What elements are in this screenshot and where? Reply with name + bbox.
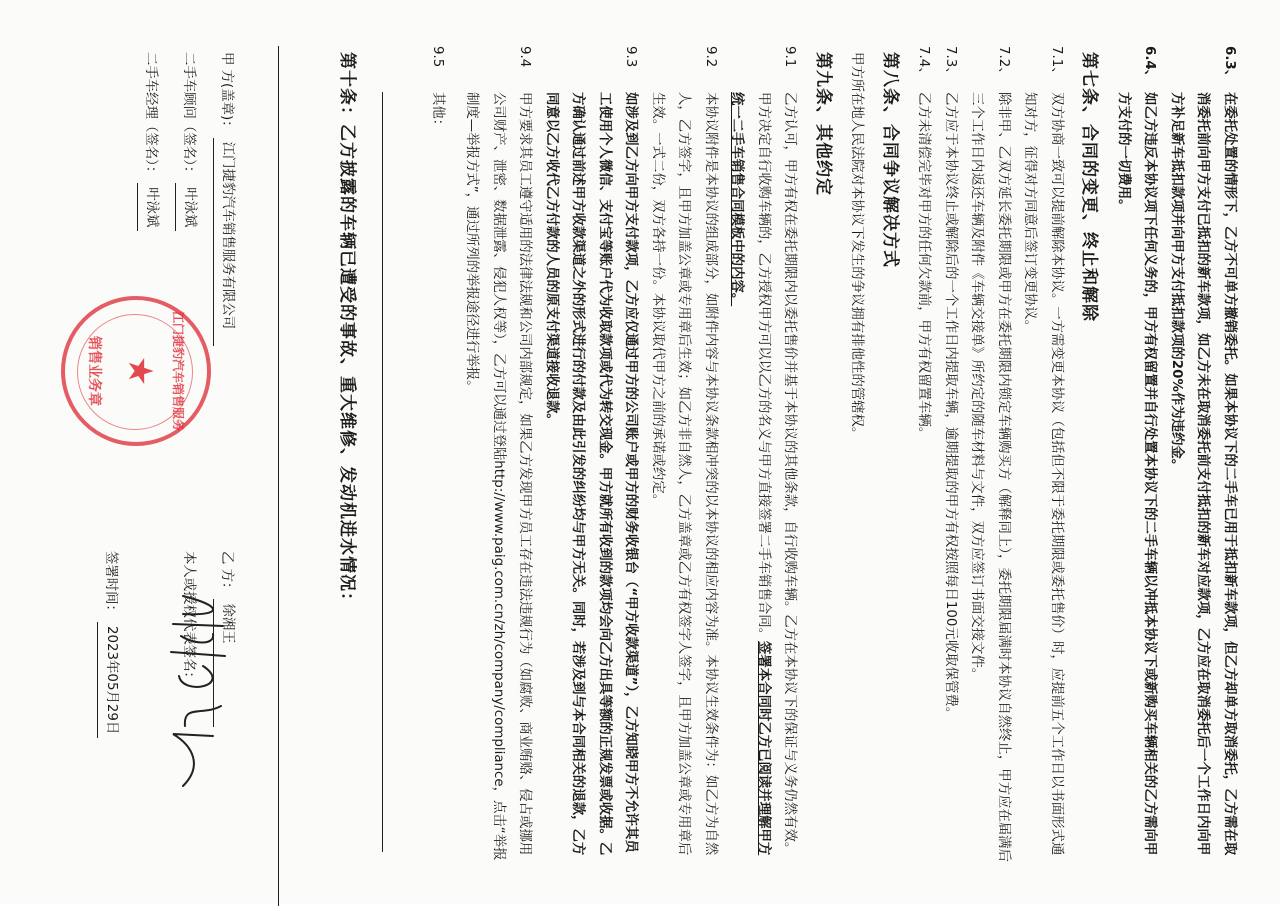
clause-number: 7.2、 bbox=[996, 46, 1011, 81]
clause-text: 如乙方违反本协议项下任何义务的，甲方有权留置并自行处置本协议下的二手车辆以冲抵本协议下或新购买车辆相关的乙方需向甲方支付的一切费用。 bbox=[1116, 92, 1158, 856]
party-a-label: 甲 方(盖章)： bbox=[219, 52, 235, 134]
clause-number: 9.1 bbox=[782, 46, 798, 68]
clause-6-3 bbox=[1163, 46, 1243, 864]
clause-text: 乙方未清偿完毕对甲方的任何欠款前，甲方有权留置车辆。 bbox=[916, 92, 932, 441]
signing-date: 2023年05月29日 bbox=[97, 622, 125, 738]
consultant-signature: 叶泳斌 bbox=[175, 183, 203, 231]
party-a-name: 江门捷豹汽车销售服务有限公司 bbox=[213, 138, 241, 346]
seal-top-text: 江门捷豹汽车销售服务 bbox=[171, 310, 185, 431]
clause-number: 7.1、 bbox=[1049, 46, 1064, 81]
clause-9-1 bbox=[723, 46, 803, 864]
clause-text: 本协议附件是本协议的组成部分，如附件内容与本协议条款相冲突的以本协议的相应内容为准。本协议生效条件为：如乙方为自然人，乙方签字，且甲方加盖公章或专用章后生效；如乙方非自然人，乙方盖章或乙方有权签字人签字，且甲方加盖公章或专用章后生效。一式二份，双方各持一份。本协议取代甲方之前的承诺或约定。 bbox=[650, 92, 718, 856]
clause-9-5 bbox=[424, 46, 451, 864]
handwritten-signature bbox=[153, 586, 243, 816]
manager-signature: 叶泳斌 bbox=[137, 183, 165, 231]
clause-text-emphasis: 签署本合同时乙方已阅读并理解甲方统一二手车销售合同模板中的内容。 bbox=[729, 92, 771, 856]
signature-area bbox=[0, 46, 251, 864]
section-heading-10: 第十条：乙方披露的车辆已遭受的事故、重大维修、发动机进水情况： bbox=[337, 52, 358, 610]
section-heading-7: 第七条、合同的变更、终止和解除 bbox=[1079, 52, 1100, 322]
clause-9-3 bbox=[538, 46, 644, 864]
consultant-label: 二手车顾问（签名）： bbox=[181, 52, 197, 180]
clause-text bbox=[723, 92, 803, 864]
party-a-row bbox=[213, 52, 251, 512]
clause-number: 7.3、 bbox=[943, 46, 958, 81]
seal-bottom-text: 销售业务章 bbox=[86, 336, 102, 406]
clause-7-1 bbox=[1016, 46, 1069, 864]
consultant-row bbox=[175, 52, 213, 512]
clause-number: 9.3 bbox=[623, 46, 639, 68]
party-a-signatures bbox=[86, 52, 251, 512]
company-seal bbox=[61, 296, 211, 446]
clause-text: 甲方要求其员工遵守适用的法律法规和公司内部规定，如果乙方发现甲方员工存在违法违规行为（如腐败、商业贿赂、侵占或挪用公司财产、泄密、数据泄露、侵犯人权等），乙方可以通过登陆http://www.paig.com.cn/zh/company/compliance，点击“举报制度—举报方式”，通过所列的举报途径进行举报。 bbox=[464, 92, 533, 861]
clause-text: 在委托处置的情形下，乙方不可单方撤销委托。如果本协议下的二手车已用于抵扣新车款项，但乙方却单方取消委托，乙方需在取消委托前向甲方支付已抵扣的新车款项，如乙方未在取消委托前支付抵扣的新车对应款项，乙方应在取消委托后一个工作日内向甲方补足新车抵扣款项并向甲方支付抵扣款项的20%作为违约金。 bbox=[1169, 92, 1237, 856]
clause-number: 9.2 bbox=[703, 46, 718, 68]
clause-text: 除非甲、乙双方延长委托期限或甲方在委托期限内锁定车辆购买方（解释同上），委托期限届满时本协议自然终止，甲方应在届满后三个工作日内返还车辆及附件《车辆交接单》所约定的随车材料与文件，双方应签订书面交接文件。 bbox=[969, 92, 1011, 862]
section-8-text: 甲方所在地人民法院对本协议下发生的争议拥有排他性的管辖权。 bbox=[849, 52, 865, 441]
clause-number: 6.4、 bbox=[1142, 46, 1158, 84]
section-heading-9: 第九条、其他约定 bbox=[813, 52, 833, 196]
date-row bbox=[97, 551, 135, 911]
clause-9-2 bbox=[644, 46, 724, 864]
other-terms-rule bbox=[383, 92, 384, 852]
seal-star-icon: ★ bbox=[120, 355, 160, 387]
clause-text-regular: 乙方认可，甲方有权在委托期限内以委托售价并基于本协议的其他条款，自行收购车辆。乙方在本协议下的保证与义务仍然有效。甲方决定自行收购车辆的，乙方授权甲方可以以乙方的名义与甲方直接签署二手车销售合同。 bbox=[756, 92, 798, 856]
section-heading-8: 第八条、合同争议解决方式 bbox=[880, 52, 900, 268]
clause-7-3 bbox=[937, 46, 964, 864]
clause-6-4 bbox=[1110, 46, 1163, 864]
manager-label: 二手车经理（签名）： bbox=[143, 52, 159, 180]
clause-number: 6.3、 bbox=[1222, 46, 1237, 84]
clause-text: 乙方应于本协议终止或解除后的一个工作日内提取车辆，逾期提取的甲方有权按照每日100元收取保管费。 bbox=[943, 92, 958, 721]
clause-number: 7.4、 bbox=[916, 46, 932, 81]
date-label: 签署时间： bbox=[103, 551, 119, 618]
clause-text: 双方协商一致可以提前解除本协议。一方需变更本协议（包括但不限于委托期限或委托售价）时，应提前五个工作日以书面形式通知对方，征得对方同意后签订变更协议。 bbox=[1022, 92, 1064, 856]
rep-label: 本人或授权代表签名： bbox=[181, 551, 197, 685]
party-b-name: 徐湘王 bbox=[213, 599, 241, 727]
clause-9-4 bbox=[458, 46, 538, 864]
disclosure-rule bbox=[278, 46, 279, 906]
clause-text: 如涉及到乙方向甲方支付款项，乙方应仅通过甲方的公司账户或甲方的财务收银台（“甲方收款渠道”），乙方知晓甲方不允许其员工使用个人微信、支付宝等账户代为收取款项或代为转交现金。甲方就所有收到的款项均会向乙方出具等额的正规发票或收据。乙方确认通过前述甲方收款渠道之外的形式进行的付款及由此引发的纠纷均与甲方无关。同时，若涉及到与本合同相关的退款，乙方同意以乙方收代乙方付款的人员的原支付渠道接收退款。 bbox=[544, 92, 639, 856]
party-b-label: 乙 方： bbox=[219, 551, 235, 596]
clause-number: 9.5 bbox=[430, 46, 445, 68]
clause-text: 其他： bbox=[430, 92, 445, 133]
clause-7-2 bbox=[963, 46, 1016, 864]
clause-number: 9.4 bbox=[517, 46, 533, 68]
clause-7-4 bbox=[910, 46, 937, 864]
